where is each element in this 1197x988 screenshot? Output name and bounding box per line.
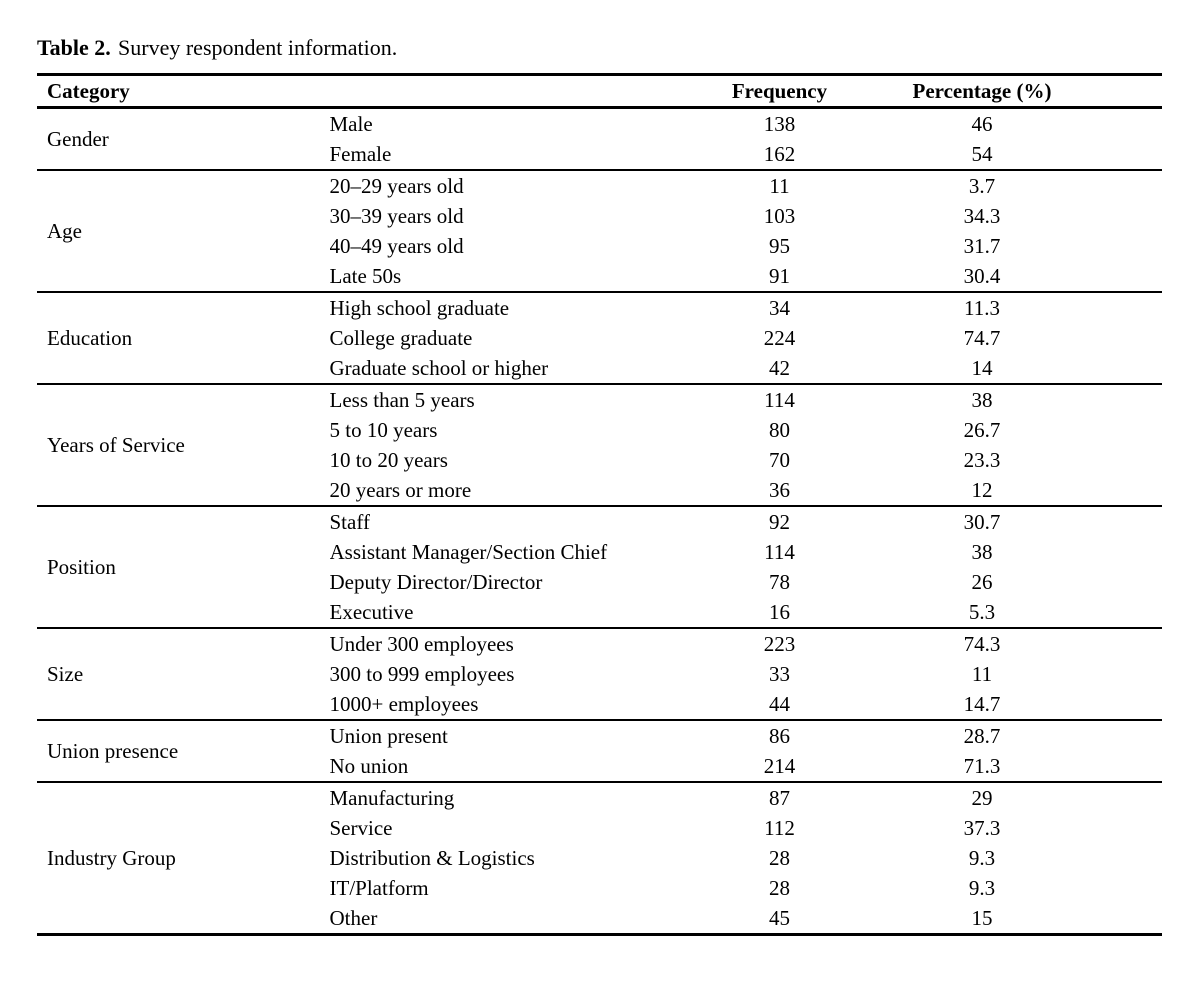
row-label: Late 50s [329, 263, 402, 288]
row-label: Less than 5 years [329, 387, 475, 412]
row-percentage: 26 [971, 569, 993, 594]
row-percentage: 30.7 [963, 509, 1001, 534]
row-frequency: 36 [769, 477, 790, 502]
header-category: Category [47, 78, 130, 103]
row-frequency: 80 [769, 417, 790, 442]
category-cell: Age [47, 218, 82, 243]
table-group-years-of-service [37, 385, 1162, 507]
row-label: Manufacturing [329, 785, 455, 810]
row-frequency: 114 [764, 387, 795, 412]
row-percentage: 74.3 [963, 631, 1001, 656]
category-cell: Size [47, 661, 84, 686]
row-percentage: 23.3 [963, 447, 1001, 472]
row-percentage: 12 [971, 477, 993, 502]
row-label: 300 to 999 employees [329, 661, 515, 686]
row-frequency: 224 [763, 325, 796, 350]
row-percentage: 74.7 [963, 325, 1001, 350]
row-frequency: 45 [769, 905, 790, 930]
row-percentage: 29 [971, 785, 993, 810]
table-header-row [37, 76, 1162, 109]
header-percentage: Percentage (%) [912, 78, 1052, 103]
row-frequency: 70 [769, 447, 790, 472]
row-percentage: 38 [971, 539, 993, 564]
row-percentage: 14.7 [963, 691, 1001, 716]
row-label: Graduate school or higher [329, 355, 549, 380]
table-caption-text: Survey respondent information. [118, 35, 398, 60]
category-cell: Years of Service [47, 432, 185, 457]
row-frequency: 138 [763, 111, 796, 136]
row-frequency: 223 [763, 631, 796, 656]
row-frequency: 214 [763, 753, 796, 778]
table-group-industry-group [37, 783, 1162, 933]
table-caption-label: Table 2. [37, 35, 111, 60]
row-percentage: 46 [971, 111, 993, 136]
row-percentage: 26.7 [963, 417, 1001, 442]
row-frequency: 34 [769, 295, 790, 320]
row-percentage: 31.7 [963, 233, 1001, 258]
row-label: Deputy Director/Director [329, 569, 543, 594]
row-label: IT/Platform [329, 875, 429, 900]
table-group-union-presence [37, 721, 1162, 783]
row-percentage: 28.7 [963, 723, 1001, 748]
row-percentage: 37.3 [963, 815, 1001, 840]
row-label: 1000+ employees [329, 691, 479, 716]
row-label: 40–49 years old [329, 233, 464, 258]
row-label: Assistant Manager/Section Chief [329, 539, 608, 564]
table-group-size [37, 629, 1162, 721]
row-percentage: 30.4 [963, 263, 1001, 288]
row-frequency: 114 [764, 539, 795, 564]
table-group-education [37, 293, 1162, 385]
row-label: Female [329, 141, 392, 166]
row-label: No union [329, 753, 409, 778]
row-frequency: 44 [769, 691, 790, 716]
row-frequency: 16 [769, 599, 790, 624]
row-frequency: 95 [769, 233, 790, 258]
row-frequency: 42 [769, 355, 790, 380]
row-frequency: 91 [769, 263, 790, 288]
category-cell: Union presence [47, 738, 179, 763]
row-frequency: 103 [763, 203, 796, 228]
row-label: High school graduate [329, 295, 510, 320]
row-label: 30–39 years old [329, 203, 464, 228]
row-label: Other [329, 905, 378, 930]
row-label: Executive [329, 599, 414, 624]
row-label: Under 300 employees [329, 631, 514, 656]
row-label: Distribution & Logistics [329, 845, 535, 870]
row-percentage: 38 [971, 387, 993, 412]
row-label: 20 years or more [329, 477, 472, 502]
row-label: College graduate [329, 325, 473, 350]
row-frequency: 28 [769, 845, 790, 870]
row-percentage: 3.7 [968, 173, 996, 198]
table-group-gender [37, 109, 1162, 171]
row-percentage: 5.3 [968, 599, 996, 624]
row-frequency: 28 [769, 875, 790, 900]
row-frequency: 162 [763, 141, 796, 166]
row-frequency: 78 [769, 569, 790, 594]
row-percentage: 14 [971, 355, 993, 380]
table-caption [37, 34, 1162, 62]
row-percentage: 71.3 [963, 753, 1001, 778]
row-percentage: 54 [971, 141, 993, 166]
survey-respondent-table [37, 73, 1162, 936]
header-frequency: Frequency [731, 78, 828, 103]
row-percentage: 11 [971, 661, 993, 686]
row-frequency: 33 [769, 661, 790, 686]
row-label: Staff [329, 509, 370, 534]
row-percentage: 11.3 [964, 295, 1000, 320]
row-label: Male [329, 111, 373, 136]
category-cell: Gender [47, 126, 109, 151]
row-frequency: 112 [764, 815, 795, 840]
row-percentage: 9.3 [968, 875, 996, 900]
table-group-age [37, 171, 1162, 293]
row-frequency: 86 [769, 723, 790, 748]
row-percentage: 15 [971, 905, 993, 930]
table-body [37, 109, 1162, 933]
row-percentage: 9.3 [968, 845, 996, 870]
row-label: 20–29 years old [329, 173, 464, 198]
category-cell: Industry Group [47, 845, 176, 870]
row-frequency: 92 [769, 509, 790, 534]
row-percentage: 34.3 [963, 203, 1001, 228]
category-cell: Education [47, 325, 133, 350]
row-frequency: 87 [769, 785, 790, 810]
table-group-position [37, 507, 1162, 629]
category-cell: Position [47, 554, 116, 579]
row-label: 10 to 20 years [329, 447, 448, 472]
row-label: Union present [329, 723, 448, 748]
row-frequency: 11 [769, 173, 790, 198]
row-label: Service [329, 815, 393, 840]
row-label: 5 to 10 years [329, 417, 438, 442]
